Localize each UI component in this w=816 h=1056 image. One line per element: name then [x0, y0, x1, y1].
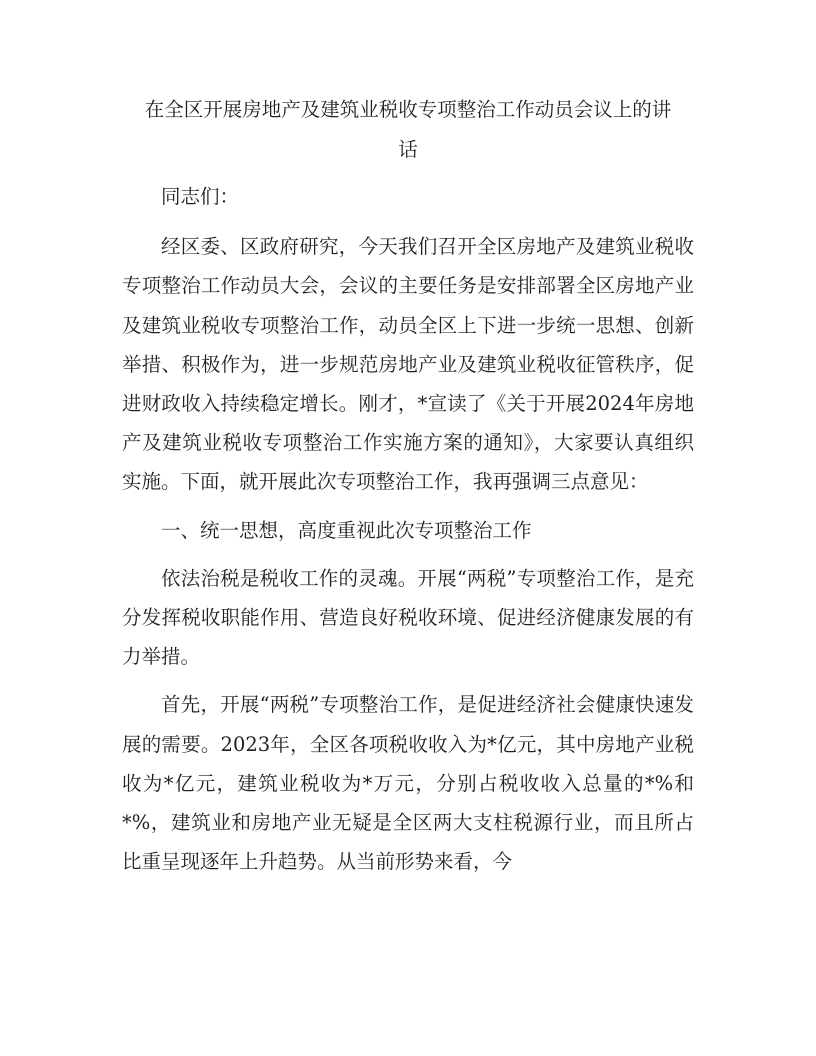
section-heading-1: 一、统一思想，高度重视此次专项整治工作 [161, 518, 532, 542]
document-title-line-2: 话 [398, 138, 418, 161]
paragraph-rule-of-law: 依法治税是税收工作的灵魂。开展“两税”专项整治工作，是充分发挥税收职能作用、营造良好税收环境、促进经济健康发展的有力举措。 [122, 566, 694, 669]
paragraph-first-point: 首先，开展“两税”专项整治工作，是促进经济社会健康快速发展的需要。2023年，全区各项税收收入为*亿元，其中房地产业税收为*亿元，建筑业税收为*万元，分别占税收收入总量的*%和*%，建筑业和房地产业无疑是全区两大支柱税源行业，而且所占比重呈现逐年上升趋势。从当前形势来看，今 [122, 693, 694, 874]
document-body [122, 90, 694, 890]
salutation: 同志们： [161, 185, 240, 208]
paragraph-intro: 经区委、区政府研究，今天我们召开全区房地产及建筑业税收专项整治工作动员大会，会议的主要任务是安排部署全区房地产业及建筑业税收专项整治工作，动员全区上下进一步统一思想、创新举措、积极作为，进一步规范房地产业及建筑业税收征管秩序，促进财政收入持续稳定增长。刚才，*宣读了《关于开展2024年房地产及建筑业税收专项整治工作实施方案的通知》，大家要认真组织实施。下面，就开展此次专项整治工作，我再强调三点意见： [122, 235, 694, 494]
document-title-line-1: 在全区开展房地产及建筑业税收专项整治工作动员会议上的讲 [144, 98, 672, 121]
document-title [122, 90, 694, 170]
